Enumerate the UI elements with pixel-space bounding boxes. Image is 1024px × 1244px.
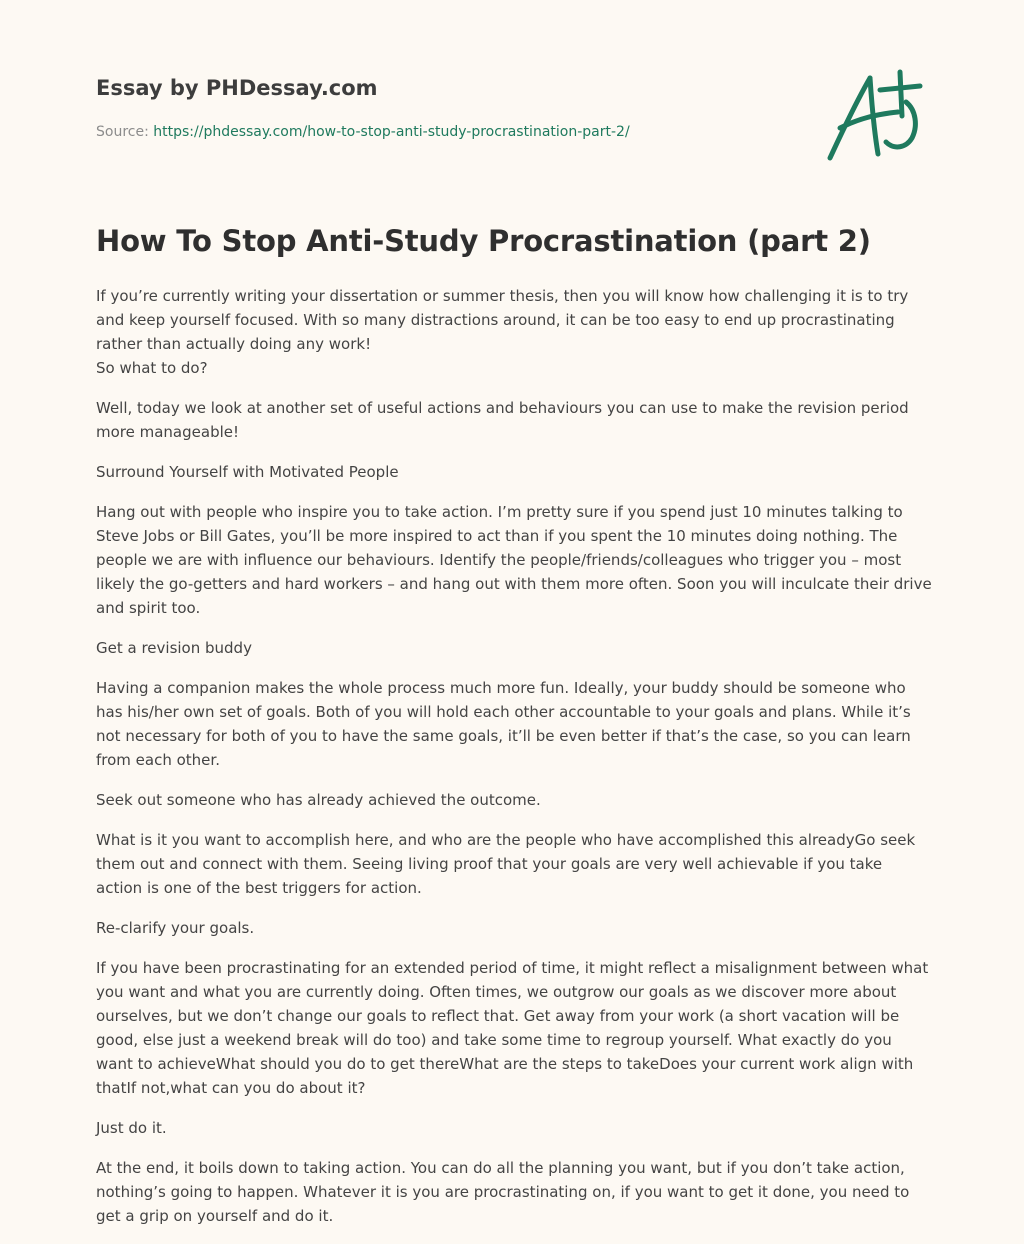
essay-body	[96, 284, 932, 1244]
paragraph-just-do-it: At the end, it boils down to taking action. You can do all the planning you want, but if you don’t take action, nothing’s going to happen. Whatever it is you are procrastinating on, if you want to get it done, you need to get a grip on yourself and do it.	[96, 1159, 910, 1225]
heading-reclarify-goals: Re-clarify your goals.	[96, 919, 255, 937]
paragraph-revision-buddy: Having a companion makes the whole process much more fun. Ideally, your buddy should be someone who has his/her own set of goals. Both of you will hold each other accountable to your goals and plans. While it’s not necessary for both of you to have the same goals, it’ll be even better if that’s the case, so you can learn from each other.	[96, 679, 911, 769]
paragraph-intro: If you’re currently writing your dissertation or summer thesis, then you will know how challenging it is to try and keep yourself focused. With so many distractions around, it can be too easy to end up procrastinating rather than actually doing any work!	[96, 287, 909, 353]
source-link[interactable]: https://phdessay.com/how-to-stop-anti-study-procrastination-part-2/	[153, 124, 630, 140]
paragraph-motivated-people: Hang out with people who inspire you to take action. I’m pretty sure if you spend just 10 minutes talking to Steve Jobs or Bill Gates, you’ll be more inspired to act than if you spent the 10 minutes doing nothing. The people we are with influence our behaviours. Identify the people/friends/colleagues who trigger you – most likely the go-getters and hard workers – and hang out with them more often. Soon you will inculcate their drive and spirit too.	[96, 503, 932, 617]
heading-revision-buddy: Get a revision buddy	[96, 639, 252, 657]
source-label: Source:	[96, 124, 149, 140]
paragraph-reclarify-goals: If you have been procrastinating for an extended period of time, it might reflect a misalignment between what you want and what you are currently doing. Often times, we outgrow our goals as we discover more about ourselves, but we don’t change our goals to reflect that. Get away from your work (a short vacation will be good, else just a weekend break will do too) and take some time to regroup yourself. What exactly do you want to achieveWhat should you do to get thereWhat are the steps to takeDoes your current work align with thatIf not,what can you do about it?	[96, 959, 929, 1097]
essay-title: How To Stop Anti-Study Procrastination (part 2)	[96, 224, 871, 258]
paragraph-overview: Well, today we look at another set of useful actions and behaviours you can use to make the revision period more manageable!	[96, 399, 909, 441]
site-title: Essay by PHDessay.com	[96, 76, 378, 100]
source-line	[96, 124, 630, 140]
a-plus-logo-icon	[820, 68, 930, 164]
paragraph-question: So what to do?	[96, 359, 208, 377]
heading-motivated-people: Surround Yourself with Motivated People	[96, 463, 399, 481]
paragraph-seek-someone: What is it you want to accomplish here, and who are the people who have accomplished this alreadyGo seek them out and connect with them. Seeing living proof that your goals are very well achievable if you take action is one of the best triggers for action.	[96, 831, 916, 897]
heading-just-do-it: Just do it.	[96, 1119, 167, 1137]
heading-seek-someone: Seek out someone who has already achieved the outcome.	[96, 791, 541, 809]
